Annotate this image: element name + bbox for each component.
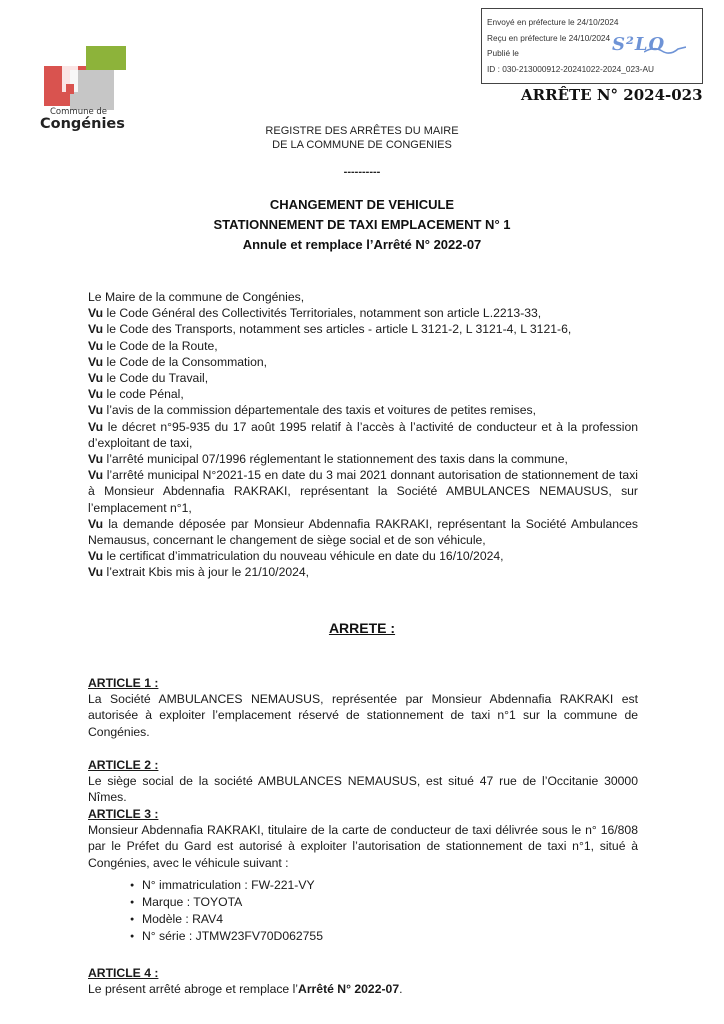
vu-item: Vu l’extrait Kbis mis à jour le 21/10/2024, bbox=[88, 565, 310, 580]
vu-item: Vu l’arrêté municipal 07/1996 réglementant le stationnement des taxis dans la commune, bbox=[88, 452, 568, 467]
stamp-received-line: Reçu en préfecture le 24/10/2024 bbox=[487, 32, 611, 43]
article-title: ARTICLE 4 : bbox=[88, 966, 159, 980]
title-line-1: CHANGEMENT DE VEHICULE bbox=[269, 197, 455, 212]
logo-caption-commune: Congénies bbox=[40, 116, 125, 132]
arrete-heading: ARRETE : bbox=[328, 620, 396, 636]
list-item: ● N° série : JTMW23FV70D062755 bbox=[130, 928, 638, 945]
list-item: ● Marque : TOYOTA bbox=[130, 894, 638, 911]
separator: ---------- bbox=[343, 166, 381, 178]
list-item: ● N° immatriculation : FW-221-VY bbox=[130, 877, 638, 894]
vu-item: Vu le décret n°95-935 du 17 août 1995 relatif à l’accès à l’activité de conducteur et à la profession d’exploitant de taxi, bbox=[88, 419, 638, 450]
vu-item: Vu le code Pénal, bbox=[88, 387, 184, 402]
article-4 bbox=[88, 965, 638, 997]
article-3 bbox=[88, 806, 638, 945]
vu-item: Vu le Code des Transports, notamment ses articles - article L 3121-2, L 3121-4, L 3121-6, bbox=[88, 322, 572, 337]
vu-item: Vu l’avis de la commission départementale des taxis et voitures de petites remises, bbox=[88, 403, 536, 418]
article-2 bbox=[88, 757, 638, 806]
article-text: Le siège social de la société AMBULANCES NEMAUSUS, est situé 47 rue de l’Occitanie 30000 Nîmes. bbox=[88, 774, 638, 805]
stamp-signature: S²LO bbox=[612, 34, 666, 55]
vu-item: Vu la demande déposée par Monsieur Abdennafia RAKRAKI, représentant la Société Ambulances Nemausus, concernant le changement de siège social et de son véhicule, bbox=[88, 516, 638, 548]
logo-caption-small: Commune de bbox=[50, 107, 108, 117]
vu-item: Vu le Code de la Consommation, bbox=[88, 354, 268, 369]
registre-line-1: REGISTRE DES ARRÊTES DU MAIRE bbox=[265, 125, 459, 137]
article-text: Le présent arrêté abroge et remplace l’Arrêté N° 2022-07. bbox=[88, 982, 403, 997]
article-title: ARTICLE 2 : bbox=[88, 758, 159, 772]
stamp-id-line: ID : 030-213000912-20241022-2024_023-AU bbox=[487, 63, 654, 74]
arrete-number: ARRÊTE N° 2024-023 bbox=[521, 86, 703, 104]
article-title: ARTICLE 3 : bbox=[88, 807, 159, 821]
article-text: La Société AMBULANCES NEMAUSUS, représentée par Monsieur Abdennafia RAKRAKI est autorisée à exploiter l’emplacement réservé de stationnement de taxi n°1 sur la commune de Congénies. bbox=[88, 692, 638, 739]
preamble bbox=[88, 289, 638, 581]
vu-item: Vu l’arrêté municipal N°2021-15 en date du 3 mai 2021 donnant autorisation de stationnement de taxi à Monsieur Abdennafia RAKRAKI, représentant la Société AMBULANCES NEMAUSUS, sur l’emplacement n°1, bbox=[88, 468, 638, 515]
article-text: Monsieur Abdennafia RAKRAKI, titulaire de la carte de conducteur de taxi délivrée sous le n° 16/808 par le Préfet du Gard est autorisé à exploiter l’autorisation de stationnement de taxi n°1, situé à Congénies, avec le véhicule suivant : bbox=[88, 823, 638, 870]
article-1 bbox=[88, 675, 638, 740]
vu-item: Vu le Code du Travail, bbox=[88, 371, 209, 386]
stamp-published-line: Publié le bbox=[487, 48, 519, 58]
title-line-3: Annule et remplace l’Arrêté N° 2022-07 bbox=[242, 237, 482, 252]
registre-line-2: DE LA COMMUNE DE CONGENIES bbox=[272, 139, 452, 151]
title-line-2: STATIONNEMENT DE TAXI EMPLACEMENT N° 1 bbox=[213, 217, 511, 232]
vu-item: Vu le certificat d’immatriculation du nouveau véhicule en date du 16/10/2024, bbox=[88, 549, 504, 564]
signature-flourish-icon bbox=[644, 46, 686, 54]
list-item: ● Modèle : RAV4 bbox=[130, 911, 638, 928]
preamble-intro: Le Maire de la commune de Congénies, bbox=[88, 290, 305, 304]
stamp-sent-line: Envoyé en préfecture le 24/10/2024 bbox=[487, 17, 619, 27]
vu-item: Vu le Code de la Route, bbox=[88, 338, 218, 353]
vehicle-details-list bbox=[130, 877, 638, 945]
article-title: ARTICLE 1 : bbox=[88, 676, 159, 690]
vu-item: Vu le Code Général des Collectivités Territoriales, notamment son article L.2213-33, bbox=[88, 306, 542, 321]
